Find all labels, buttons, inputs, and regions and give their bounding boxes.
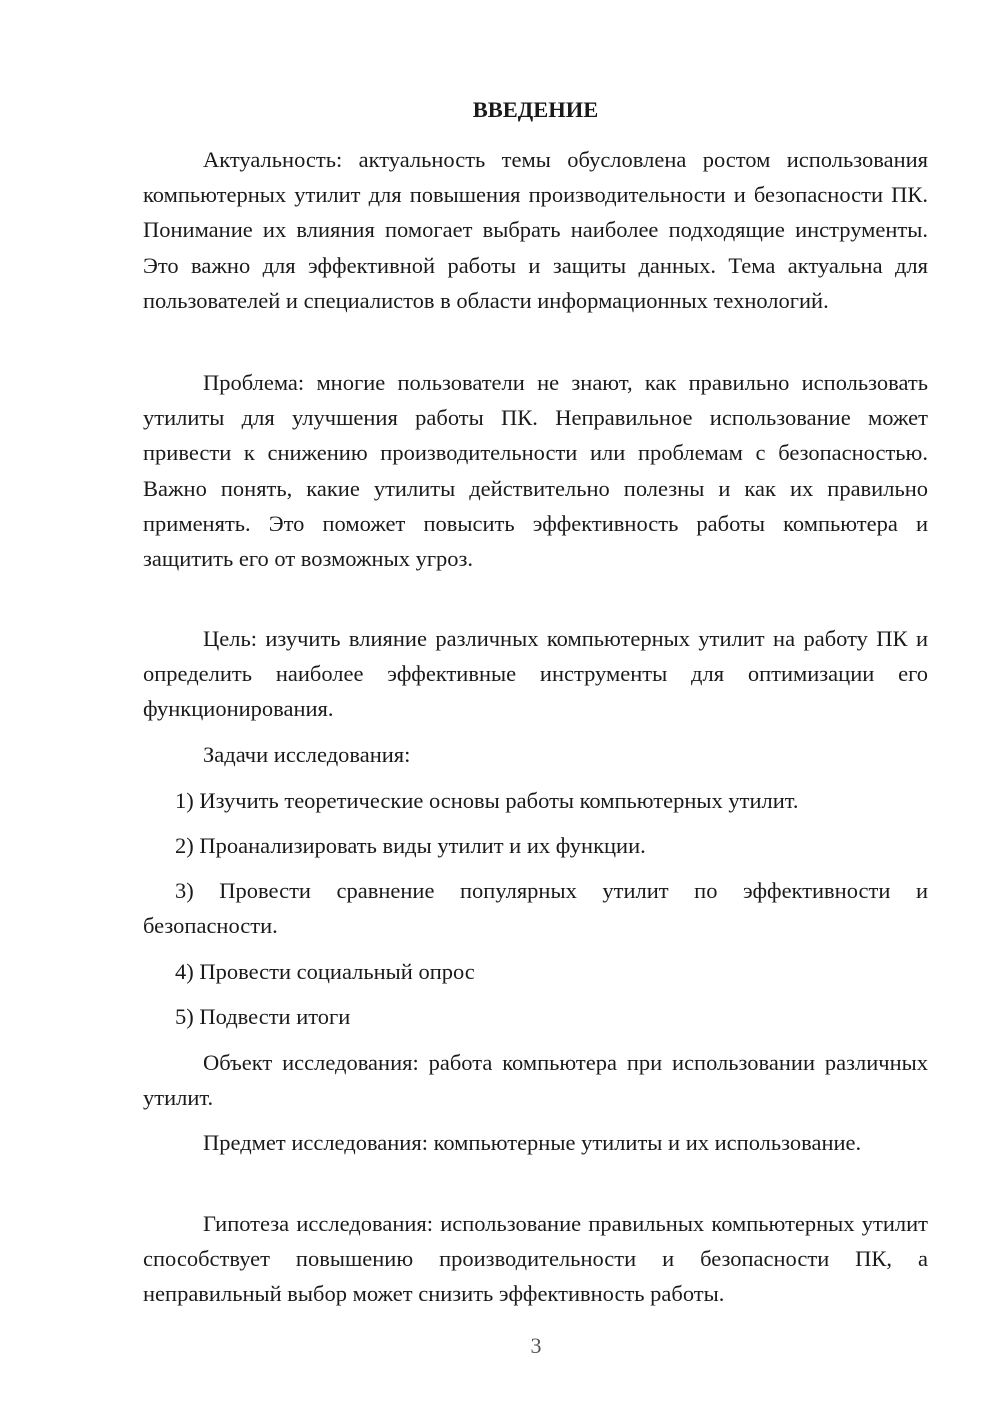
relevance-paragraph: Актуальность: актуальность темы обусловлена ростом использования компьютерных утилит для повышения производительности и безопасности ПК. Понимание их влияния помогает выбрать наиболее подходящие инструменты. Это важно для эффективной работы и защиты данных. Тема актуальна для пользователей и специалистов в области информационных технологий. bbox=[143, 147, 928, 313]
task-item-5: 5) Подвести итоги bbox=[175, 1004, 351, 1029]
page-number: 3 bbox=[530, 1333, 542, 1358]
task-item-4: 4) Провести социальный опрос bbox=[175, 959, 475, 984]
task-item-3: 3) Провести сравнение популярных утилит по эффективности и безопасности. bbox=[143, 878, 928, 939]
tasks-heading: Задачи исследования: bbox=[203, 742, 411, 767]
subject-paragraph: Предмет исследования: компьютерные утилиты и их использование. bbox=[203, 1130, 862, 1155]
hypothesis-paragraph: Гипотеза исследования: использование правильных компьютерных утилит способствует повышению производительности и безопасности ПК, а неправильный выбор может снизить эффективность работы. bbox=[143, 1211, 928, 1307]
problem-paragraph: Проблема: многие пользователи не знают, как правильно использовать утилиты для улучшения работы ПК. Неправильное использование может привести к снижению производительности или проблемам с безопасностью. Важно понять, какие утилиты действительно полезны и как их правильно применять. Это поможет повысить эффективность работы компьютера и защитить его от возможных угроз. bbox=[143, 370, 928, 572]
goal-paragraph: Цель: изучить влияние различных компьютерных утилит на работу ПК и определить наиболее эффективные инструменты для оптимизации его функционирования. bbox=[143, 626, 928, 722]
task-item-1: 1) Изучить теоретические основы работы компьютерных утилит. bbox=[175, 788, 799, 813]
task-item-2: 2) Проанализировать виды утилит и их функции. bbox=[175, 833, 646, 858]
page-title: ВВЕДЕНИЕ bbox=[472, 97, 599, 122]
object-paragraph: Объект исследования: работа компьютера при использовании различных утилит. bbox=[143, 1050, 928, 1111]
